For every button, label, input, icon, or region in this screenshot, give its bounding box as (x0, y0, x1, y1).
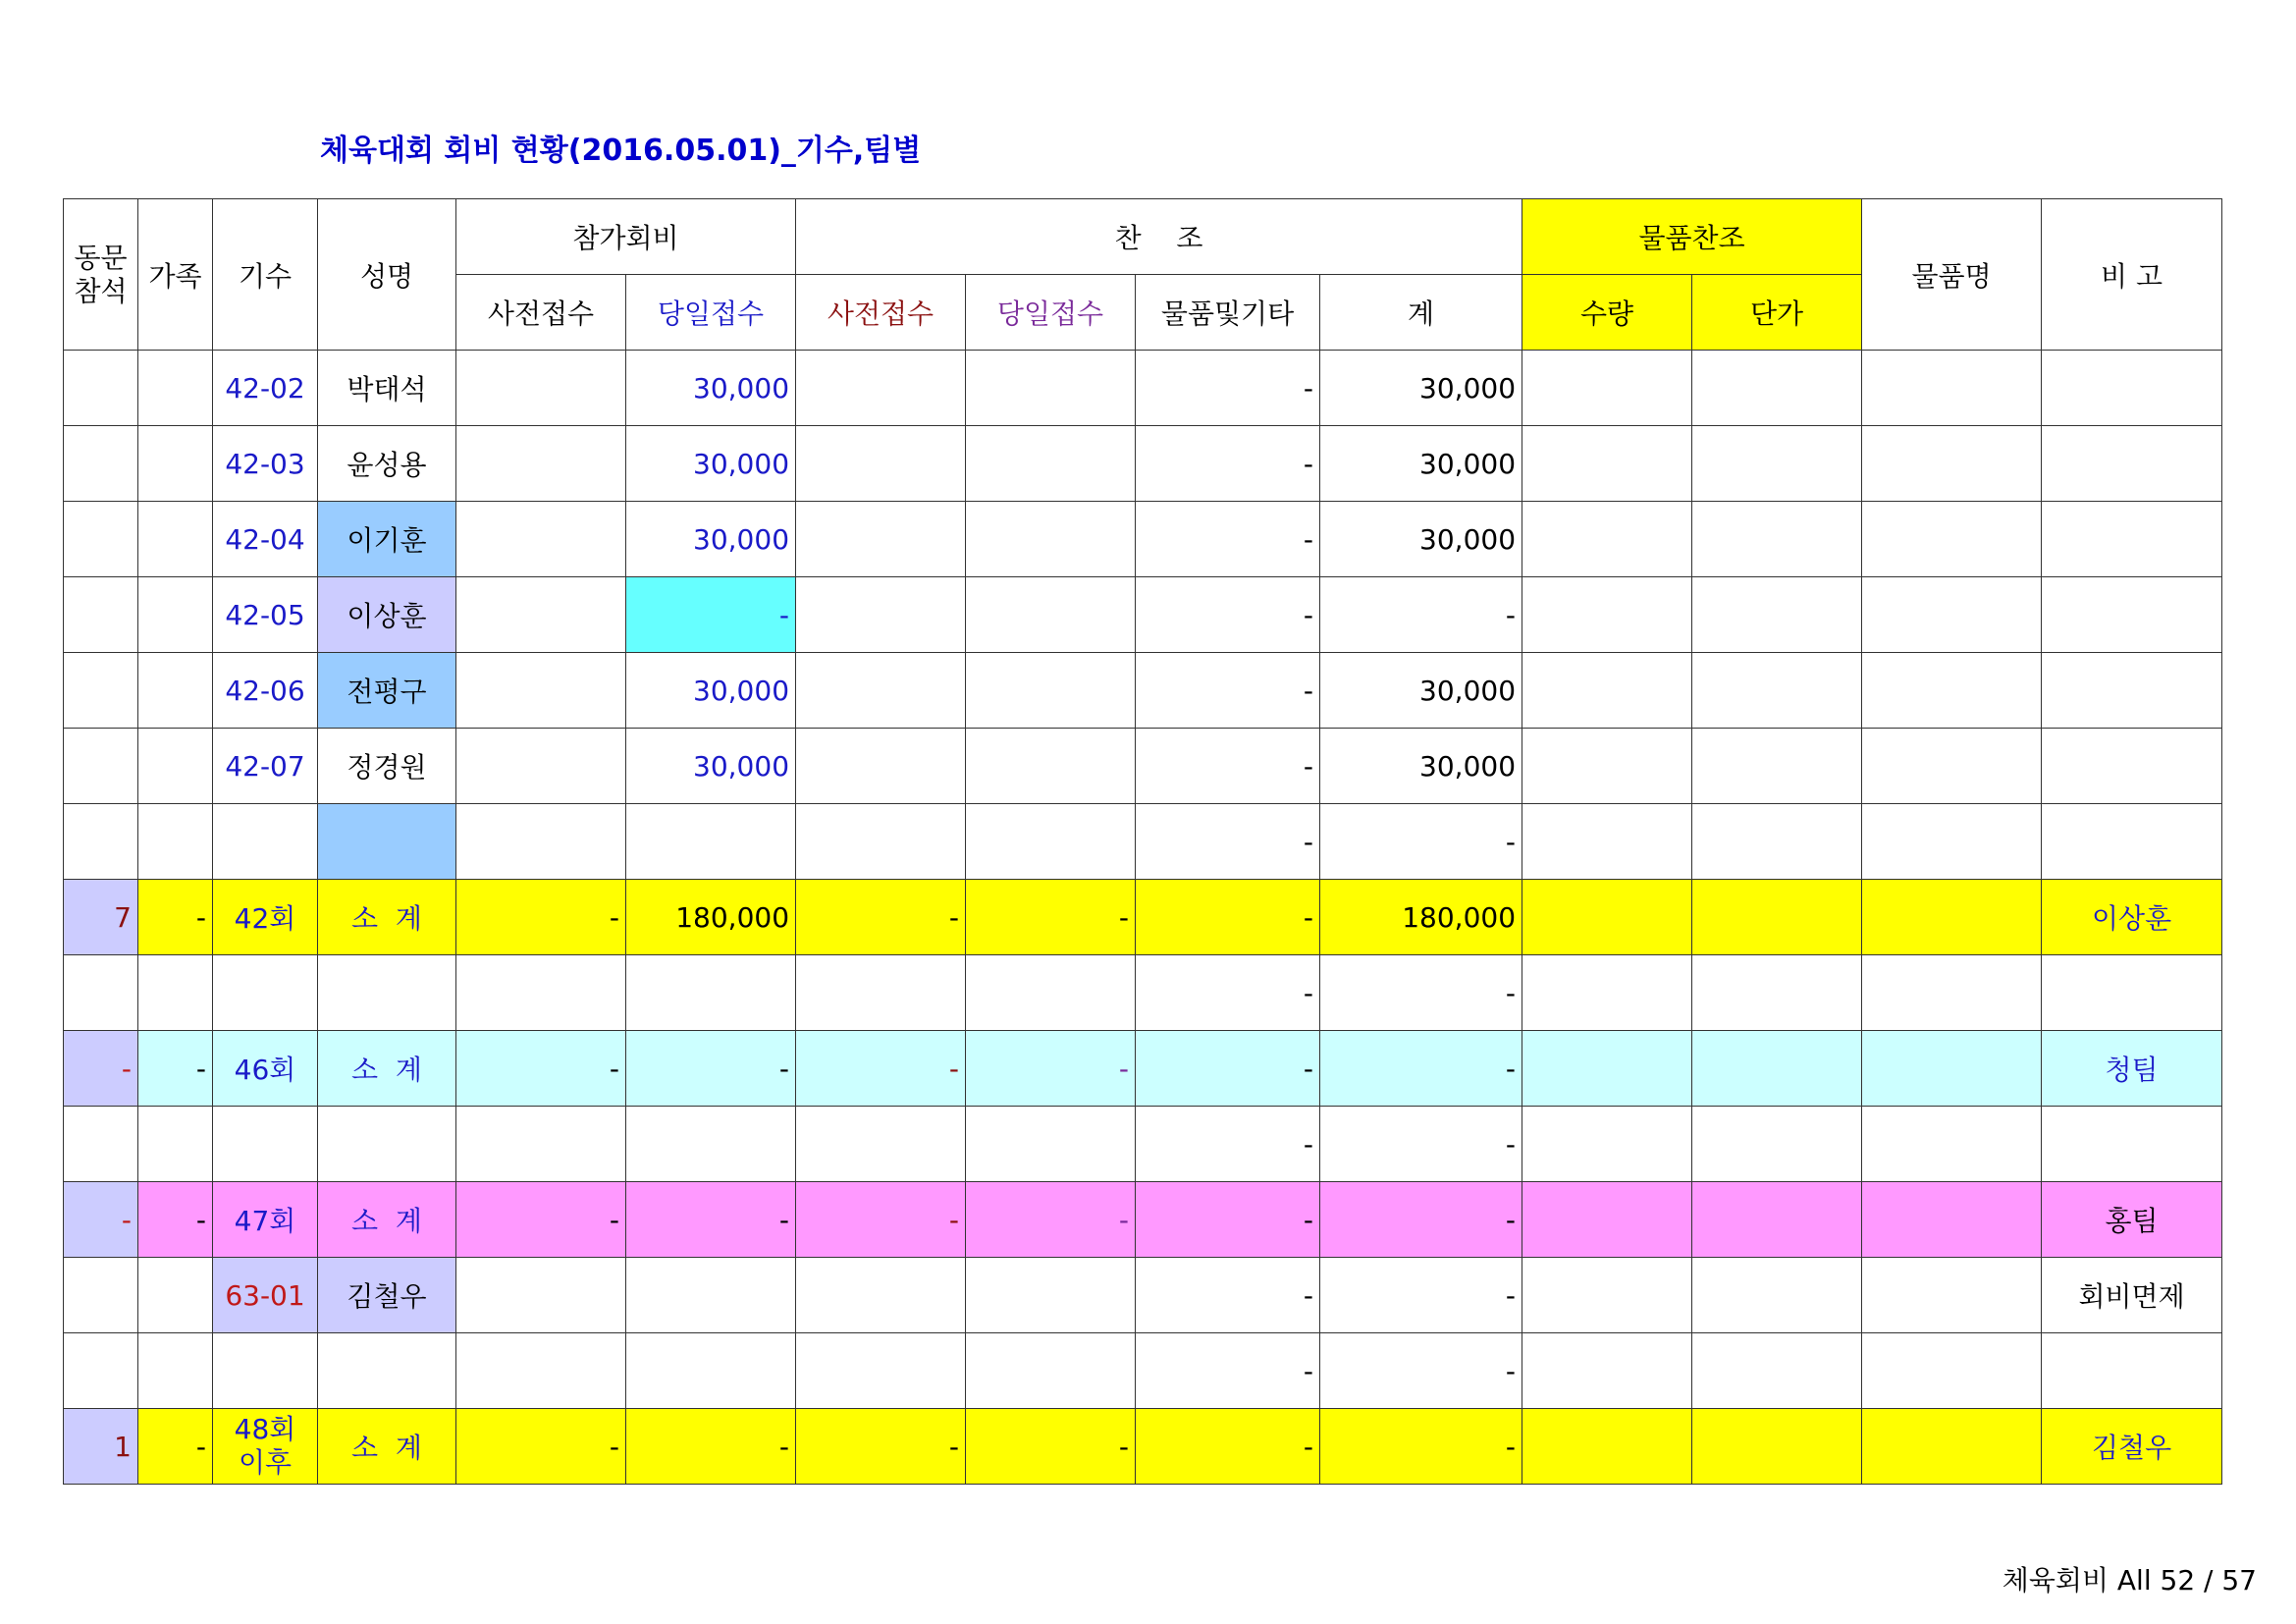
cell-sp-goods: - (1136, 804, 1320, 880)
cell-sp-total: - (1320, 1258, 1522, 1333)
cell-gisu: 42-07 (213, 729, 318, 804)
cell-sp-pre: - (796, 1409, 966, 1485)
cell-goods-name (1862, 880, 2042, 955)
cell-attend (64, 426, 138, 502)
cell-gisu: 47회 (213, 1182, 318, 1258)
cell-family (138, 1258, 213, 1333)
header-attend-line2: 참석 (74, 274, 128, 307)
cell-remark (2042, 502, 2222, 577)
cell-family (138, 729, 213, 804)
cell-sp-goods: - (1136, 1333, 1320, 1409)
cell-sp-total: 180,000 (1320, 880, 1522, 955)
cell-sp-pre (796, 426, 966, 502)
cell-sp-total: 30,000 (1320, 653, 1522, 729)
header-qty: 수량 (1522, 275, 1692, 351)
cell-qty (1522, 502, 1692, 577)
cell-name: 소 계 (318, 880, 456, 955)
cell-fee-pre (456, 653, 626, 729)
header-family: 가족 (138, 199, 213, 351)
cell-family: - (138, 880, 213, 955)
header-name: 성명 (318, 199, 456, 351)
cell-fee-pre (456, 1333, 626, 1409)
header-attend (64, 199, 138, 351)
header-remarks: 비 고 (2042, 199, 2222, 351)
cell-fee-pre (456, 804, 626, 880)
cell-goods-name (1862, 955, 2042, 1031)
cell-sp-day: - (966, 1182, 1136, 1258)
cell-unit-price (1692, 1031, 1862, 1107)
cell-qty (1522, 1182, 1692, 1258)
cell-fee-day: - (626, 1409, 796, 1485)
header-fee-pre: 사전접수 (456, 275, 626, 351)
cell-name (318, 1107, 456, 1182)
cell-gisu: 48회 이후 (213, 1409, 318, 1485)
cell-fee-pre: - (456, 1409, 626, 1485)
cell-fee-day (626, 1107, 796, 1182)
cell-remark (2042, 577, 2222, 653)
cell-sp-day (966, 426, 1136, 502)
table-row (64, 729, 2222, 804)
cell-goods-name (1862, 729, 2042, 804)
cell-gisu (213, 1107, 318, 1182)
cell-name: 김철우 (318, 1258, 456, 1333)
cell-unit-price (1692, 1333, 1862, 1409)
cell-family (138, 502, 213, 577)
cell-gisu: 63-01 (213, 1258, 318, 1333)
cell-name: 소 계 (318, 1031, 456, 1107)
cell-fee-day: 30,000 (626, 729, 796, 804)
cell-sp-total: 30,000 (1320, 502, 1522, 577)
cell-sp-pre (796, 577, 966, 653)
cell-unit-price (1692, 1107, 1862, 1182)
cell-unit-price (1692, 955, 1862, 1031)
cell-sp-total: - (1320, 804, 1522, 880)
cell-qty (1522, 426, 1692, 502)
header-unit-price: 단가 (1692, 275, 1862, 351)
cell-sp-day (966, 1333, 1136, 1409)
cell-sp-pre (796, 653, 966, 729)
cell-family: - (138, 1409, 213, 1485)
fee-table (63, 198, 2222, 1485)
cell-remark (2042, 1107, 2222, 1182)
cell-qty (1522, 1333, 1692, 1409)
cell-remark: 김철우 (2042, 1409, 2222, 1485)
cell-sp-day (966, 1258, 1136, 1333)
cell-fee-pre (456, 729, 626, 804)
cell-sp-goods: - (1136, 1409, 1320, 1485)
cell-qty (1522, 1031, 1692, 1107)
cell-remark (2042, 1333, 2222, 1409)
cell-sp-pre (796, 1333, 966, 1409)
cell-gisu: 42-04 (213, 502, 318, 577)
subtotal-row-47 (64, 1182, 2222, 1258)
table-row (64, 577, 2222, 653)
cell-sp-goods: - (1136, 1031, 1320, 1107)
cell-name: 박태석 (318, 351, 456, 426)
table-row (64, 502, 2222, 577)
cell-unit-price (1692, 653, 1862, 729)
cell-sp-total: - (1320, 1409, 1522, 1485)
table-row (64, 351, 2222, 426)
cell-sp-total: 30,000 (1320, 351, 1522, 426)
cell-name (318, 1333, 456, 1409)
cell-sp-pre (796, 1258, 966, 1333)
cell-remark: 홍팀 (2042, 1182, 2222, 1258)
cell-fee-day: 30,000 (626, 653, 796, 729)
cell-gisu (213, 955, 318, 1031)
cell-remark (2042, 955, 2222, 1031)
cell-sp-day (966, 577, 1136, 653)
cell-unit-price (1692, 1182, 1862, 1258)
cell-unit-price (1692, 577, 1862, 653)
cell-name: 이상훈 (318, 577, 456, 653)
cell-remark (2042, 351, 2222, 426)
cell-sp-pre (796, 502, 966, 577)
cell-gisu: 42-02 (213, 351, 318, 426)
cell-fee-day: - (626, 1182, 796, 1258)
cell-sp-pre: - (796, 1182, 966, 1258)
cell-goods-name (1862, 1031, 2042, 1107)
cell-fee-day: 30,000 (626, 426, 796, 502)
cell-sp-goods: - (1136, 880, 1320, 955)
cell-fee-pre (456, 955, 626, 1031)
cell-goods-name (1862, 502, 2042, 577)
cell-family (138, 351, 213, 426)
cell-attend: - (64, 1182, 138, 1258)
cell-fee-day: 30,000 (626, 502, 796, 577)
cell-fee-day: 180,000 (626, 880, 796, 955)
cell-name: 윤성용 (318, 426, 456, 502)
cell-fee-day (626, 1258, 796, 1333)
cell-sp-goods: - (1136, 729, 1320, 804)
cell-sp-goods: - (1136, 351, 1320, 426)
cell-sp-day (966, 729, 1136, 804)
cell-qty (1522, 955, 1692, 1031)
table-row (64, 653, 2222, 729)
cell-fee-pre (456, 351, 626, 426)
cell-family: - (138, 1031, 213, 1107)
cell-unit-price (1692, 426, 1862, 502)
cell-fee-pre (456, 1107, 626, 1182)
page-title: 체육대회 회비 현황(2016.05.01)_기수,팀별 (320, 134, 922, 168)
subtotal-row-46 (64, 1031, 2222, 1107)
cell-goods-name (1862, 1409, 2042, 1485)
cell-unit-price (1692, 880, 1862, 955)
cell-unit-price (1692, 1258, 1862, 1333)
cell-name (318, 804, 456, 880)
cell-name: 소 계 (318, 1409, 456, 1485)
cell-gisu (213, 1333, 318, 1409)
cell-sp-pre (796, 729, 966, 804)
cell-name: 이기훈 (318, 502, 456, 577)
header-goods-name: 물품명 (1862, 199, 2042, 351)
cell-family (138, 804, 213, 880)
cell-sp-day: - (966, 1031, 1136, 1107)
cell-attend (64, 351, 138, 426)
cell-sp-day (966, 502, 1136, 577)
cell-fee-day: - (626, 1031, 796, 1107)
cell-sp-pre: - (796, 880, 966, 955)
cell-goods-name (1862, 804, 2042, 880)
table-row (64, 804, 2222, 880)
cell-name: 전평구 (318, 653, 456, 729)
cell-family: - (138, 1182, 213, 1258)
cell-qty (1522, 880, 1692, 955)
table-row (64, 1258, 2222, 1333)
cell-family (138, 653, 213, 729)
cell-sp-day (966, 351, 1136, 426)
cell-name (318, 955, 456, 1031)
cell-sp-goods: - (1136, 502, 1320, 577)
cell-remark (2042, 426, 2222, 502)
cell-qty (1522, 1107, 1692, 1182)
cell-unit-price (1692, 804, 1862, 880)
header-sponsor-goods: 물품및기타 (1136, 275, 1320, 351)
cell-sp-total: - (1320, 577, 1522, 653)
cell-attend: - (64, 1031, 138, 1107)
cell-sp-goods: - (1136, 653, 1320, 729)
cell-gisu (213, 804, 318, 880)
cell-sp-total: 30,000 (1320, 729, 1522, 804)
header-sponsor-day: 당일접수 (966, 275, 1136, 351)
cell-attend (64, 1258, 138, 1333)
page-footer: 체육회비 All 52 / 57 (2002, 1564, 2257, 1597)
cell-attend: 7 (64, 880, 138, 955)
cell-fee-pre: - (456, 1182, 626, 1258)
cell-sp-day: - (966, 880, 1136, 955)
cell-attend (64, 804, 138, 880)
cell-goods-name (1862, 1107, 2042, 1182)
cell-sp-day (966, 955, 1136, 1031)
cell-goods-name (1862, 1333, 2042, 1409)
cell-unit-price (1692, 729, 1862, 804)
cell-goods-name (1862, 577, 2042, 653)
cell-qty (1522, 729, 1692, 804)
table-row (64, 1333, 2222, 1409)
cell-attend (64, 955, 138, 1031)
cell-sp-pre: - (796, 1031, 966, 1107)
cell-sp-goods: - (1136, 1258, 1320, 1333)
cell-name: 정경원 (318, 729, 456, 804)
header-sponsor-total: 계 (1320, 275, 1522, 351)
cell-fee-day (626, 804, 796, 880)
cell-sp-goods: - (1136, 426, 1320, 502)
cell-fee-pre: - (456, 1031, 626, 1107)
cell-sp-pre (796, 351, 966, 426)
cell-sp-goods: - (1136, 1182, 1320, 1258)
cell-sp-total: - (1320, 1182, 1522, 1258)
cell-remark: 청팀 (2042, 1031, 2222, 1107)
cell-attend (64, 1107, 138, 1182)
cell-fee-day: 30,000 (626, 351, 796, 426)
cell-fee-day (626, 1333, 796, 1409)
cell-gisu: 46회 (213, 1031, 318, 1107)
cell-gisu: 42-05 (213, 577, 318, 653)
cell-attend (64, 653, 138, 729)
cell-sp-day (966, 653, 1136, 729)
cell-attend (64, 577, 138, 653)
cell-sp-total: - (1320, 955, 1522, 1031)
cell-attend: 1 (64, 1409, 138, 1485)
cell-remark: 회비면제 (2042, 1258, 2222, 1333)
cell-family (138, 426, 213, 502)
cell-qty (1522, 1258, 1692, 1333)
header-goods-group: 물품찬조 (1522, 199, 1862, 275)
cell-goods-name (1862, 1182, 2042, 1258)
header-fee-group: 참가회비 (456, 199, 796, 275)
cell-attend (64, 1333, 138, 1409)
cell-qty (1522, 577, 1692, 653)
cell-remark (2042, 653, 2222, 729)
cell-sp-day (966, 1107, 1136, 1182)
cell-sp-goods: - (1136, 955, 1320, 1031)
cell-fee-pre (456, 1258, 626, 1333)
cell-attend (64, 502, 138, 577)
header-gisu: 기수 (213, 199, 318, 351)
cell-sp-day (966, 804, 1136, 880)
cell-remark: 이상훈 (2042, 880, 2222, 955)
cell-remark (2042, 804, 2222, 880)
cell-gisu: 42회 (213, 880, 318, 955)
cell-family (138, 1107, 213, 1182)
cell-qty (1522, 1409, 1692, 1485)
cell-sp-goods: - (1136, 577, 1320, 653)
cell-unit-price (1692, 351, 1862, 426)
table-row (64, 426, 2222, 502)
cell-gisu: 42-03 (213, 426, 318, 502)
cell-remark (2042, 729, 2222, 804)
header-attend-line1: 동문 (74, 241, 128, 274)
cell-goods-name (1862, 351, 2042, 426)
cell-sp-goods: - (1136, 1107, 1320, 1182)
header-fee-day: 당일접수 (626, 275, 796, 351)
table-row (64, 1107, 2222, 1182)
cell-sp-total: - (1320, 1333, 1522, 1409)
cell-family (138, 1333, 213, 1409)
subtotal-row-42 (64, 880, 2222, 955)
cell-goods-name (1862, 426, 2042, 502)
cell-sp-pre (796, 955, 966, 1031)
cell-unit-price (1692, 502, 1862, 577)
cell-name: 소 계 (318, 1182, 456, 1258)
cell-family (138, 577, 213, 653)
subtotal-row-48-after (64, 1409, 2222, 1485)
cell-fee-pre (456, 426, 626, 502)
cell-qty (1522, 804, 1692, 880)
cell-fee-pre (456, 577, 626, 653)
cell-fee-day (626, 955, 796, 1031)
cell-sp-total: 30,000 (1320, 426, 1522, 502)
cell-sp-total: - (1320, 1107, 1522, 1182)
cell-qty (1522, 653, 1692, 729)
header-sponsor-pre: 사전접수 (796, 275, 966, 351)
cell-gisu: 42-06 (213, 653, 318, 729)
cell-fee-day: - (626, 577, 796, 653)
cell-goods-name (1862, 653, 2042, 729)
cell-fee-pre (456, 502, 626, 577)
cell-fee-pre: - (456, 880, 626, 955)
table-row (64, 955, 2222, 1031)
cell-sp-pre (796, 804, 966, 880)
header-sponsor-group: 찬 조 (796, 199, 1522, 275)
cell-sp-day: - (966, 1409, 1136, 1485)
cell-qty (1522, 351, 1692, 426)
cell-sp-total: - (1320, 1031, 1522, 1107)
cell-family (138, 955, 213, 1031)
cell-unit-price (1692, 1409, 1862, 1485)
cell-attend (64, 729, 138, 804)
cell-sp-pre (796, 1107, 966, 1182)
cell-goods-name (1862, 1258, 2042, 1333)
